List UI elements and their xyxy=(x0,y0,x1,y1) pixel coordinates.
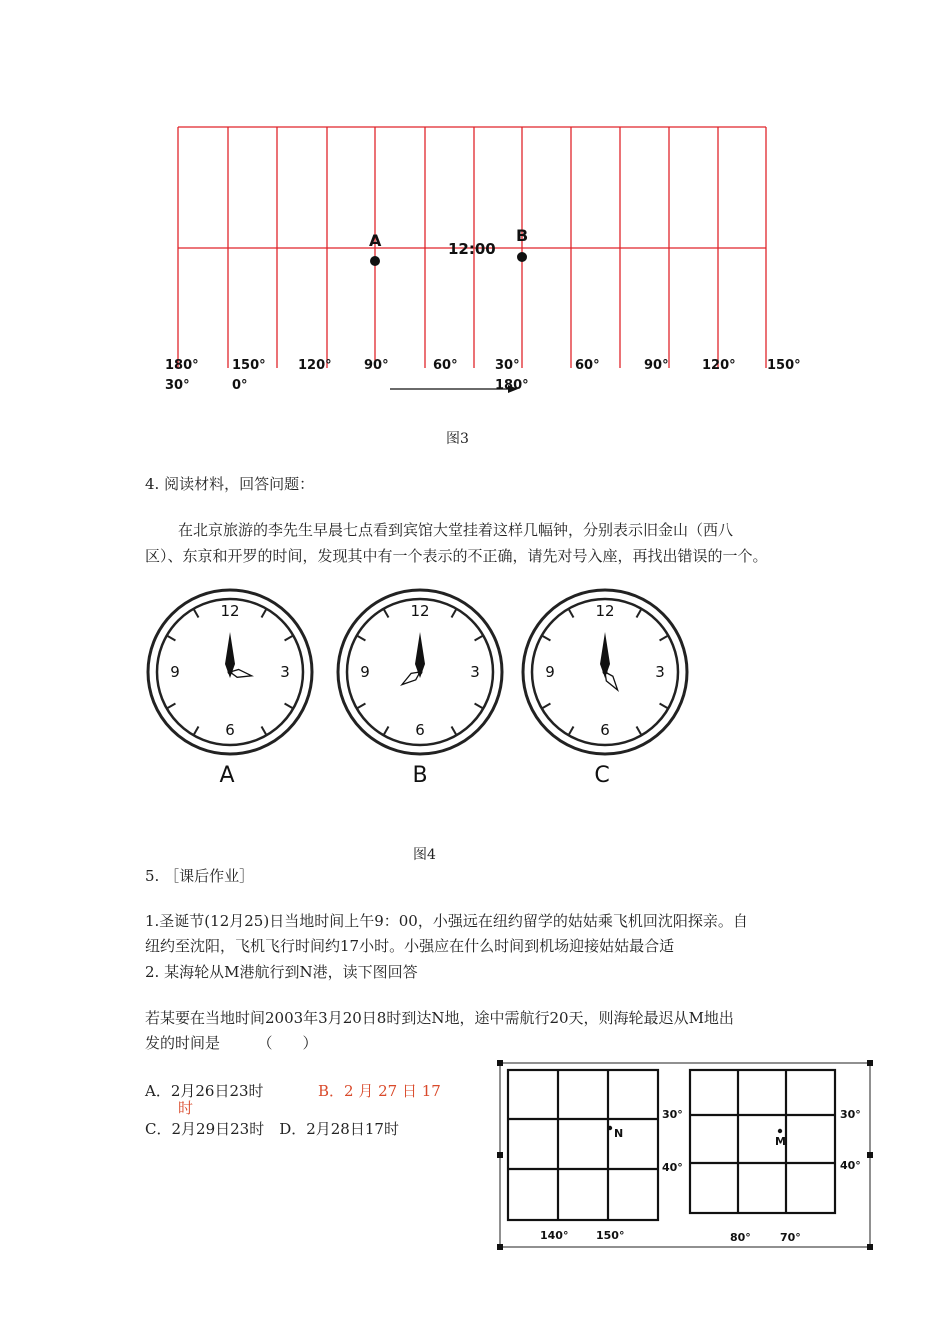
top-label-9: 120° xyxy=(702,358,736,373)
clock-tick xyxy=(285,704,293,709)
clock-numeral-n3: 3 xyxy=(655,663,665,681)
clock-tick xyxy=(475,704,483,709)
bottom-label-3: 180° xyxy=(495,378,529,393)
q4-heading: 4. 阅读材料，回答问题： xyxy=(145,475,315,493)
q5-p3-line1: 若某要在当地时间2003年3月20日8时到达N地，途中需航行20天，则海轮最迟从M地出 xyxy=(145,1009,734,1027)
fig3-grid xyxy=(0,0,950,420)
fig4-clocks xyxy=(130,580,710,825)
clock-center xyxy=(228,670,233,675)
map-figure xyxy=(490,1055,890,1265)
clock-tick xyxy=(358,636,366,641)
clock-tick xyxy=(384,727,389,735)
clock-tick xyxy=(285,636,293,641)
option-a: A．2月26日23时 xyxy=(145,1082,264,1100)
clock-numeral-n12: 12 xyxy=(410,602,430,620)
left-lat-bottom: 40° xyxy=(662,1161,683,1174)
clock-tick xyxy=(452,610,457,618)
clock-numeral-n9: 9 xyxy=(170,663,180,681)
q4-para-line2: 区）、东京和开罗的时间，发现其中有一个表示的不正确，请先对号入座，再找出错误的一个。 xyxy=(145,547,768,565)
clock-numeral-n6: 6 xyxy=(600,721,610,739)
clock-tick xyxy=(262,727,267,735)
clock-c-label: C xyxy=(594,763,610,788)
clock-tick xyxy=(452,727,457,735)
option-b-line1: B．2 月 27 日 17 xyxy=(318,1082,441,1100)
clock-tick xyxy=(543,636,551,641)
right-lon-2: 70° xyxy=(780,1231,801,1244)
point-n-dot xyxy=(608,1126,612,1130)
q4-para-line1: 在北京旅游的李先生早晨七点看到宾馆大堂挂着这样几幅钟，分别表示旧金山（西八 xyxy=(178,521,734,539)
clock-center xyxy=(418,670,423,675)
point-b-dot xyxy=(517,252,527,262)
clock-numeral-n6: 6 xyxy=(225,721,235,739)
bottom-label-1: 30° xyxy=(165,378,190,393)
clock-tick xyxy=(384,610,389,618)
clock-tick xyxy=(262,610,267,618)
clock-tick xyxy=(475,636,483,641)
top-label-6: 30° xyxy=(495,358,520,373)
clock-numeral-n12: 12 xyxy=(595,602,615,620)
top-label-10: 150° xyxy=(767,358,801,373)
clock-tick xyxy=(660,636,668,641)
option-b-line2: 时 xyxy=(178,1099,194,1117)
left-lon-1: 140° xyxy=(540,1229,569,1242)
clock-tick xyxy=(569,727,574,735)
clock-a-label: A xyxy=(219,763,235,788)
top-label-2: 150° xyxy=(232,358,266,373)
clock-numeral-n3: 3 xyxy=(280,663,290,681)
right-lat-bottom: 40° xyxy=(840,1159,861,1172)
time-label: 12:00 xyxy=(448,240,496,258)
right-lon-1: 80° xyxy=(730,1231,751,1244)
fig4-caption: 图4 xyxy=(413,847,436,863)
fig3-caption: 图3 xyxy=(446,431,469,447)
clock-numeral-n9: 9 xyxy=(545,663,555,681)
point-a-dot xyxy=(370,256,380,266)
clock-b-label: B xyxy=(412,763,428,788)
left-lat-top: 30° xyxy=(662,1108,683,1121)
clock-tick xyxy=(194,610,199,618)
q5-p1-line1: 1.圣诞节(12月25)日当地时间上午9：00，小强远在纽约留学的姑姑乘飞机回沈阳探亲。自 xyxy=(145,912,748,930)
map-left-frame xyxy=(508,1070,658,1220)
q5-p2: 2. 某海轮从M港航行到N港，读下图回答 xyxy=(145,963,418,981)
point-a-label: A xyxy=(369,231,382,250)
clock-tick xyxy=(194,727,199,735)
top-label-3: 120° xyxy=(298,358,332,373)
clock-tick xyxy=(543,704,551,709)
clock-numeral-n12: 12 xyxy=(220,602,240,620)
point-m-label: M xyxy=(775,1135,786,1148)
map-right-frame xyxy=(690,1070,835,1213)
point-n-label: N xyxy=(614,1127,624,1140)
top-label-8: 90° xyxy=(644,358,669,373)
clock-tick xyxy=(358,704,366,709)
clock-tick xyxy=(168,704,176,709)
top-label-1: 180° xyxy=(165,358,199,373)
top-label-4: 90° xyxy=(364,358,389,373)
clock-tick xyxy=(168,636,176,641)
clock-tick xyxy=(569,610,574,618)
q5-heading: 5. ［课后作业］ xyxy=(145,867,255,885)
right-lat-top: 30° xyxy=(840,1108,861,1121)
q5-p3-line2: 发的时间是 （ ） xyxy=(145,1034,318,1052)
point-b-label: B xyxy=(516,226,529,245)
point-m-dot xyxy=(778,1129,782,1133)
clock-b xyxy=(338,590,502,754)
clock-numeral-n9: 9 xyxy=(360,663,370,681)
clock-tick xyxy=(637,727,642,735)
clock-tick xyxy=(637,610,642,618)
top-label-7: 60° xyxy=(575,358,600,373)
clock-numeral-n3: 3 xyxy=(470,663,480,681)
clock-center xyxy=(603,670,608,675)
option-c-d: C．2月29日23时 D．2月28日17时 xyxy=(145,1120,399,1138)
clock-tick xyxy=(660,704,668,709)
left-lon-2: 150° xyxy=(596,1229,625,1242)
top-label-5: 60° xyxy=(433,358,458,373)
clock-numeral-n6: 6 xyxy=(415,721,425,739)
q5-p1-line2: 纽约至沈阳，飞机飞行时间约17小时。小强应在什么时间到机场迎接姑姑最合适 xyxy=(145,937,675,955)
clock-a xyxy=(148,590,312,754)
bottom-label-2: 0° xyxy=(232,378,248,393)
clock-c xyxy=(523,590,687,754)
